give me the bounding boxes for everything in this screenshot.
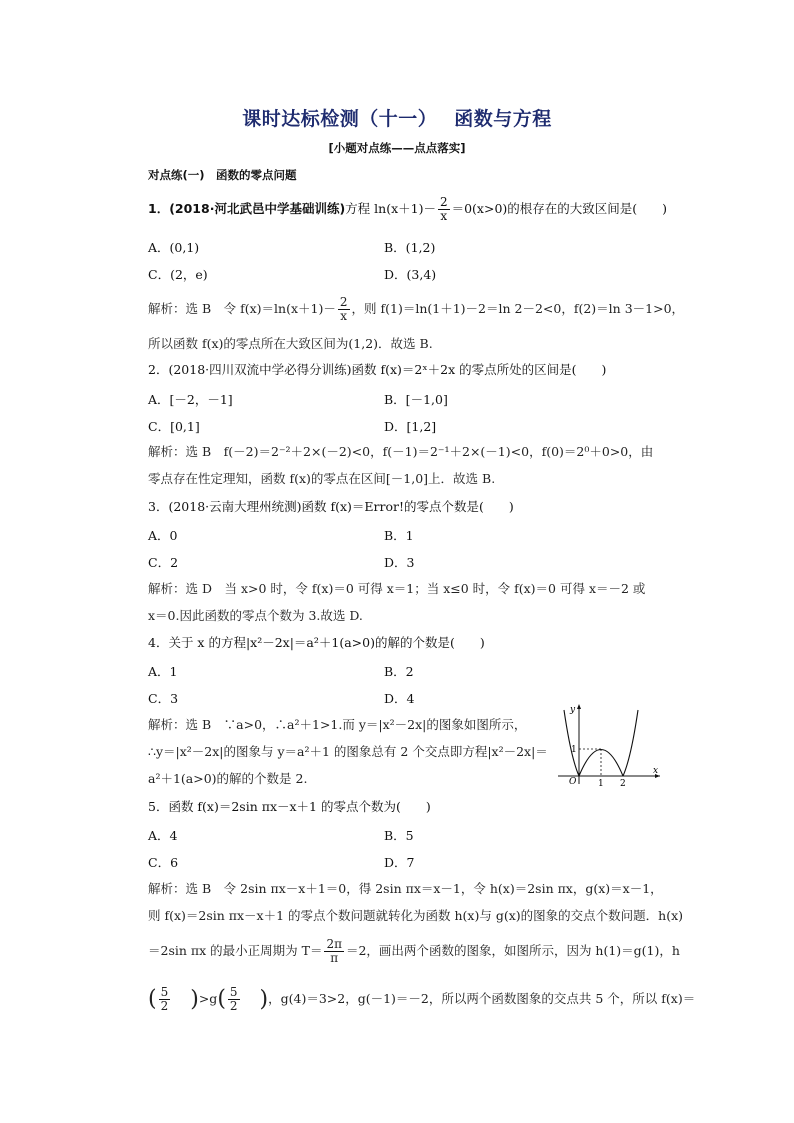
q5-option-b: B．5 — [384, 828, 414, 843]
page-subtitle: [小题对点练——点点落实] — [328, 141, 466, 155]
q4-solution-line3: a²＋1(a>0)的解的个数是 2. — [148, 771, 308, 786]
q5-solution-line4 — [148, 986, 695, 1013]
q5-h-frac-num: 5 — [160, 985, 169, 999]
paren-open-2: ( — [217, 986, 226, 1012]
y-axis-arrow — [577, 704, 581, 709]
q1-sol-a: 解析：选 B 令 f(x)＝ln(x＋1)－ — [148, 301, 336, 316]
q2-option-d: D．[1,2] — [384, 419, 437, 434]
question-1 — [148, 196, 667, 223]
q5-period-den: π — [330, 951, 339, 965]
q5-sol3-a: ＝2sin πx 的最小正周期为 T＝ — [148, 943, 323, 958]
q4-option-b: B．2 — [384, 664, 414, 679]
q1-sol-fraction — [338, 296, 350, 323]
q5-g-frac-num: 5 — [229, 985, 238, 999]
question-4: 4．关于 x 的方程|x²－2x|＝a²＋1(a>0)的解的个数是( ) — [148, 635, 485, 650]
q3-option-a: A．0 — [148, 528, 178, 543]
q5-solution-line1: 解析：选 B 令 2sin πx－x＋1＝0，得 2sin πx＝x－1，令 h(x)＝2sin πx，g(x)＝x－1， — [148, 881, 663, 896]
q4-option-d: D．4 — [384, 691, 415, 706]
q4-solution-line2: ∴y＝|x²－2x|的图象与 y＝a²＋1 的图象总有 2 个交点即方程|x²－2x|＝ — [148, 744, 548, 759]
q5-g-frac-den: 2 — [229, 999, 238, 1013]
tick-x-1: 1 — [598, 779, 604, 786]
section-heading: 对点练(一) 函数的零点问题 — [148, 168, 297, 182]
question-2: 2．(2018·四川双流中学必得分训练)函数 f(x)＝2ˣ＋2x 的零点所处的区间是( ) — [148, 362, 607, 377]
q1-sol-b: ，则 f(1)＝ln(1＋1)－2＝ln 2－2<0，f(2)＝ln 3－1>0， — [351, 301, 685, 316]
q2-option-c: C．[0,1] — [148, 419, 200, 434]
abs-parabola-graph — [556, 700, 666, 786]
paren-open: ( — [148, 986, 157, 1012]
q1-option-c: C．(2，e) — [148, 267, 208, 282]
q3-option-d: D．3 — [384, 555, 415, 570]
q1-option-d: D．(3,4) — [384, 267, 437, 282]
q1-fraction — [438, 196, 450, 223]
curve-left-branch — [564, 710, 579, 776]
paren-close-2: ) — [259, 986, 269, 1012]
q5-sol4-mid: >g — [198, 991, 218, 1006]
q1-solution-line1 — [148, 296, 684, 323]
q3-option-b: B．1 — [384, 528, 414, 543]
q5-h-frac-den: 2 — [160, 999, 169, 1013]
x-label: x — [653, 766, 659, 776]
q1-option-a: A．(0,1) — [148, 240, 200, 255]
q1-option-b: B．(1,2) — [384, 240, 436, 255]
q5-option-a: A．4 — [148, 828, 178, 843]
q1-stem-b: ＝0(x>0)的根存在的大致区间是( ) — [451, 201, 668, 216]
question-5: 5．函数 f(x)＝2sin πx－x＋1 的零点个数为( ) — [148, 799, 431, 814]
q3-solution-line2: x＝0.因此函数的零点个数为 3.故选 D. — [148, 608, 363, 623]
q4-option-a: A．1 — [148, 664, 178, 679]
q1-stem-a: 方程 ln(x＋1)－ — [345, 201, 436, 216]
q1-frac-den: x — [440, 209, 448, 223]
q3-option-c: C．2 — [148, 555, 179, 570]
question-3: 3．(2018·云南大理州统测)函数 f(x)＝Error!的零点个数是( ) — [148, 499, 514, 514]
q4-solution-line1: 解析：选 B ∵a>0，∴a²＋1>1.而 y＝|x²－2x|的图象如图所示， — [148, 717, 527, 732]
tick-x-2: 2 — [620, 779, 626, 786]
q1-source: 1．(2018·河北武邑中学基础训练) — [148, 201, 346, 216]
q1-frac-num: 2 — [439, 195, 448, 209]
origin-label: O — [569, 777, 577, 786]
q1-sol-frac-den: x — [340, 309, 348, 323]
y-label: y — [570, 705, 576, 715]
tick-y-1: 1 — [571, 745, 577, 755]
q5-sol3-b: ＝2，画出两个函数的图象，如图所示，因为 h(1)＝g(1)，h — [345, 943, 680, 958]
q1-sol-frac-num: 2 — [339, 295, 348, 309]
q2-option-a: A．[－2，－1] — [148, 392, 233, 407]
q5-g-frac — [228, 986, 240, 1013]
q3-solution-line1: 解析：选 D 当 x>0 时，令 f(x)＝0 可得 x＝1；当 x≤0 时，令 f(x)＝0 可得 x＝－2 或 — [148, 581, 646, 596]
q5-option-d: D．7 — [384, 855, 415, 870]
curve-right-branch — [623, 710, 638, 776]
q5-solution-line2: 则 f(x)＝2sin πx－x＋1 的零点个数问题就转化为函数 h(x)与 g(x)的图象的交点个数问题．h(x) — [148, 908, 683, 923]
q5-period-fraction — [324, 938, 344, 965]
q2-solution-line1: 解析：选 B f(－2)＝2⁻²＋2×(－2)<0，f(－1)＝2⁻¹＋2×(－1)<0，f(0)＝2⁰＋0>0，由 — [148, 444, 654, 459]
q5-solution-line3 — [148, 938, 680, 965]
paren-close: ) — [190, 986, 199, 1012]
q4-option-c: C．3 — [148, 691, 179, 706]
page-title: 课时达标检测（十一） 函数与方程 — [242, 108, 552, 130]
q5-h-frac — [159, 986, 171, 1013]
q1-solution-line2: 所以函数 f(x)的零点所在大致区间为(1,2)．故选 B. — [148, 336, 433, 351]
q5-option-c: C．6 — [148, 855, 179, 870]
q5-sol4-b: ，g(4)＝3>2，g(－1)＝－2，所以两个函数图象的交点共 5 个，所以 f(x)＝ — [268, 991, 696, 1006]
q5-period-num: 2π — [326, 937, 342, 951]
q2-solution-line2: 零点存在性定理知，函数 f(x)的零点在区间[－1,0]上．故选 B. — [148, 471, 496, 486]
q2-option-b: B．[－1,0] — [384, 392, 448, 407]
